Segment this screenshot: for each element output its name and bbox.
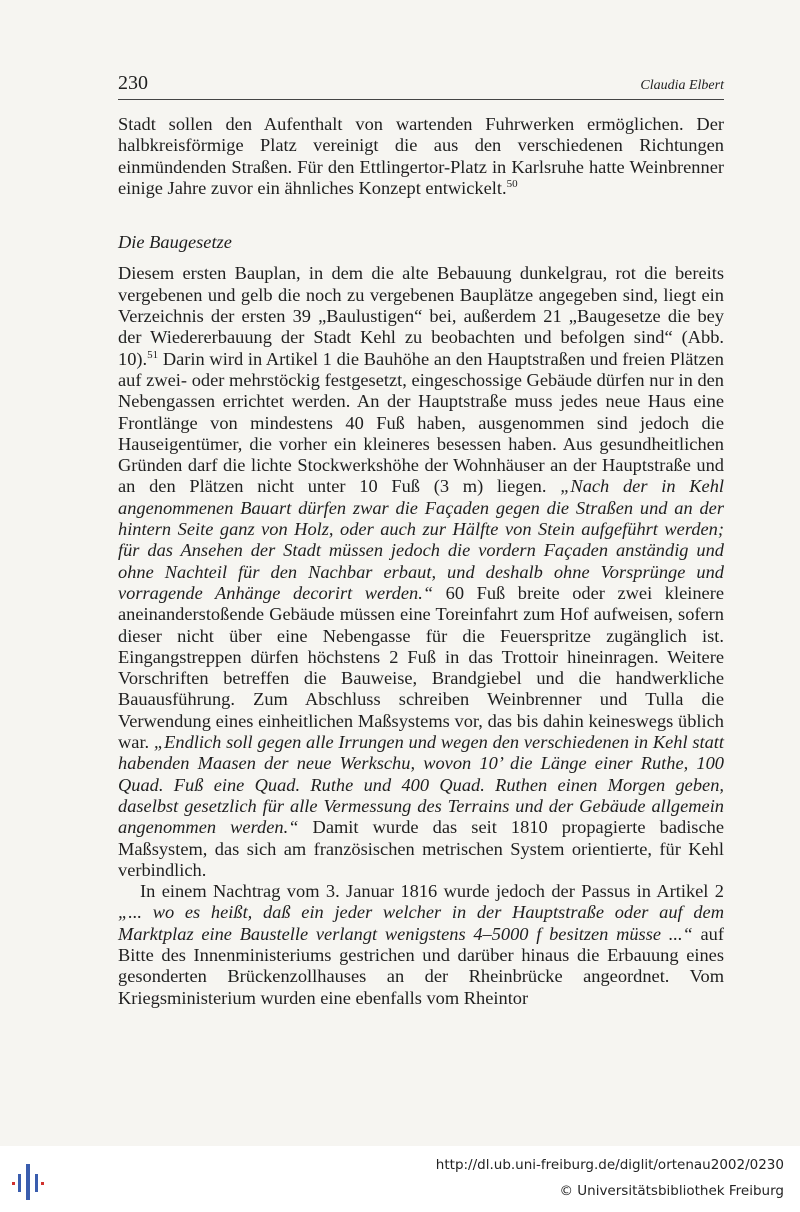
paragraph-1 [118, 114, 724, 199]
paragraph-2-text-b: Darin wird in Artikel 1 die Bauhöhe an den Hauptstraßen und freien Plätzen auf zwei- oder mehrstöckig festgesetzt, eingeschossige Gebäude dürfen nur in den Nebengassen errichtet werden. An der Hauptstraße muss jedes neue Haus eine Frontlänge von mindestens 40 Fuß haben, ausgenommen sind jedoch die Hauseigentümer, die vorher ein kleineres besessen haben. Aus gesundheitlichen Gründen darf die lichte Stockwerkshöhe der Wohnhäuser an der Hauptstraße und an den Plätzen nicht unter 10 Fuß (3 m) liegen. [118, 348, 724, 497]
source-url-link[interactable]: http://dl.ub.uni-freiburg.de/diglit/ortenau2002/0230 [435, 1157, 784, 1173]
page-header [118, 70, 724, 100]
quote-measures: „Endlich soll gegen alle Irrungen und wegen den verschiedenen in Kehl statt habenden Maasen der neue Werkschu, wovon 10’ die Länge einer Ruthe, 100 Quad. Fuß eine Quad. Ruthe und 400 Quad. Ruthen einen Morgen geben, daselbst gesetzlich für alle Vermessung des Terrains und der Gebäude allgemein angenommen werden.“ [118, 732, 725, 838]
paragraph-2-text-c: 60 Fuß breite oder zwei kleinere aneinanderstoßende Gebäude müssen eine Toreinfahrt zum Hof aufweisen, sofern dieser nicht über eine Nebengasse für die Feuerspritze zugänglich ist. Eingangstreppen dürfen höchstens 2 Fuß in das Trottoir hineinragen. Weitere Vorschriften betreffen die Bauweise, Brandgiebel und die handwerkliche Bauausführung. Zum Abschluss schreiben Weinbrenner und Tulla die Verwendung eines einheitlichen Maßsystems vor, das bis dahin keineswegs üblich war. [118, 582, 724, 753]
paragraph-3-text-b: auf Bitte des Innenministeriums gestrichen und darüber hinaus die Erbauung eines gesonderten Brückenzollhauses an der Rheinbrücke angeordnet. Vom Kriegsministerium wurden eine ebenfalls vom Rheintor [118, 923, 724, 1008]
paragraph-3-text-a: In einem Nachtrag vom 3. Januar 1816 wurde jedoch der Passus in Artikel 2 [140, 881, 724, 902]
paragraph-1-text: Stadt sollen den Aufenthalt von wartenden Fuhrwerken ermöglichen. Der halbkreisförmige Platz vereinigt die aus den verschiedenen Richtungen einmündenden Straßen. Für den Ettlingertor-Platz in Karlsruhe hatte Weinbrenner einige Jahre zuvor ein ähnliches Konzept entwickelt. [118, 114, 724, 198]
footer-bar [0, 1146, 800, 1212]
page-number: 230 [118, 72, 148, 94]
quote-article-2: „... wo es heißt, daß ein jeder welcher in der Hauptstraße oder auf dem Marktplaz eine Baustelle verlangt wenigstens 4–5000 f besitzen müsse ...“ [118, 902, 724, 944]
running-head: Claudia Elbert [640, 78, 724, 93]
paragraph-2-text-a: Diesem ersten Bauplan, in dem die alte Bebauung dunkelgrau, rot die bereits vergebenen und gelb die noch zu vergebenen Bauplätze angegeben sind, liegt ein Verzeichnis der ersten 39 „Baulustigen“ bei, außerdem 21 „Baugesetze die bey der Wiedererbauung der Stadt Kehl zu beobachten und befolgen sind“ (Abb. 10). [118, 263, 724, 369]
quote-facades: „Nach der in Kehl angenommenen Bauart dürfen zwar die Façaden gegen die Straßen und an der hintern Seite ganz von Holz, oder auch zur Hälfte von Stein aufgeführt werden; für das Ansehen der Stadt müssen jedoch die vordern Façaden anständig und ohne Nachteil für den Nachbar erbaut, und deshalb ohne Vorsprünge und vorragende Anhänge decorirt werden.“ [118, 476, 724, 603]
paragraph-2-text-d: Damit wurde das seit 1810 propagierte badische Maßsystem, das sich am französischen metrischen System orientierte, für Kehl verbindlich. [118, 817, 724, 880]
paragraph-2 [118, 263, 724, 881]
header-rule [118, 99, 724, 100]
section-heading: Die Baugesetze [118, 232, 232, 253]
body-text [118, 114, 724, 1009]
footnote-ref-51[interactable]: 51 [147, 348, 159, 361]
paragraph-3 [118, 881, 724, 1009]
footnote-ref-50[interactable]: 50 [506, 177, 518, 190]
copyright-text: © Universitätsbibliothek Freiburg [559, 1183, 784, 1199]
ub-freiburg-logo-icon [10, 1162, 46, 1202]
